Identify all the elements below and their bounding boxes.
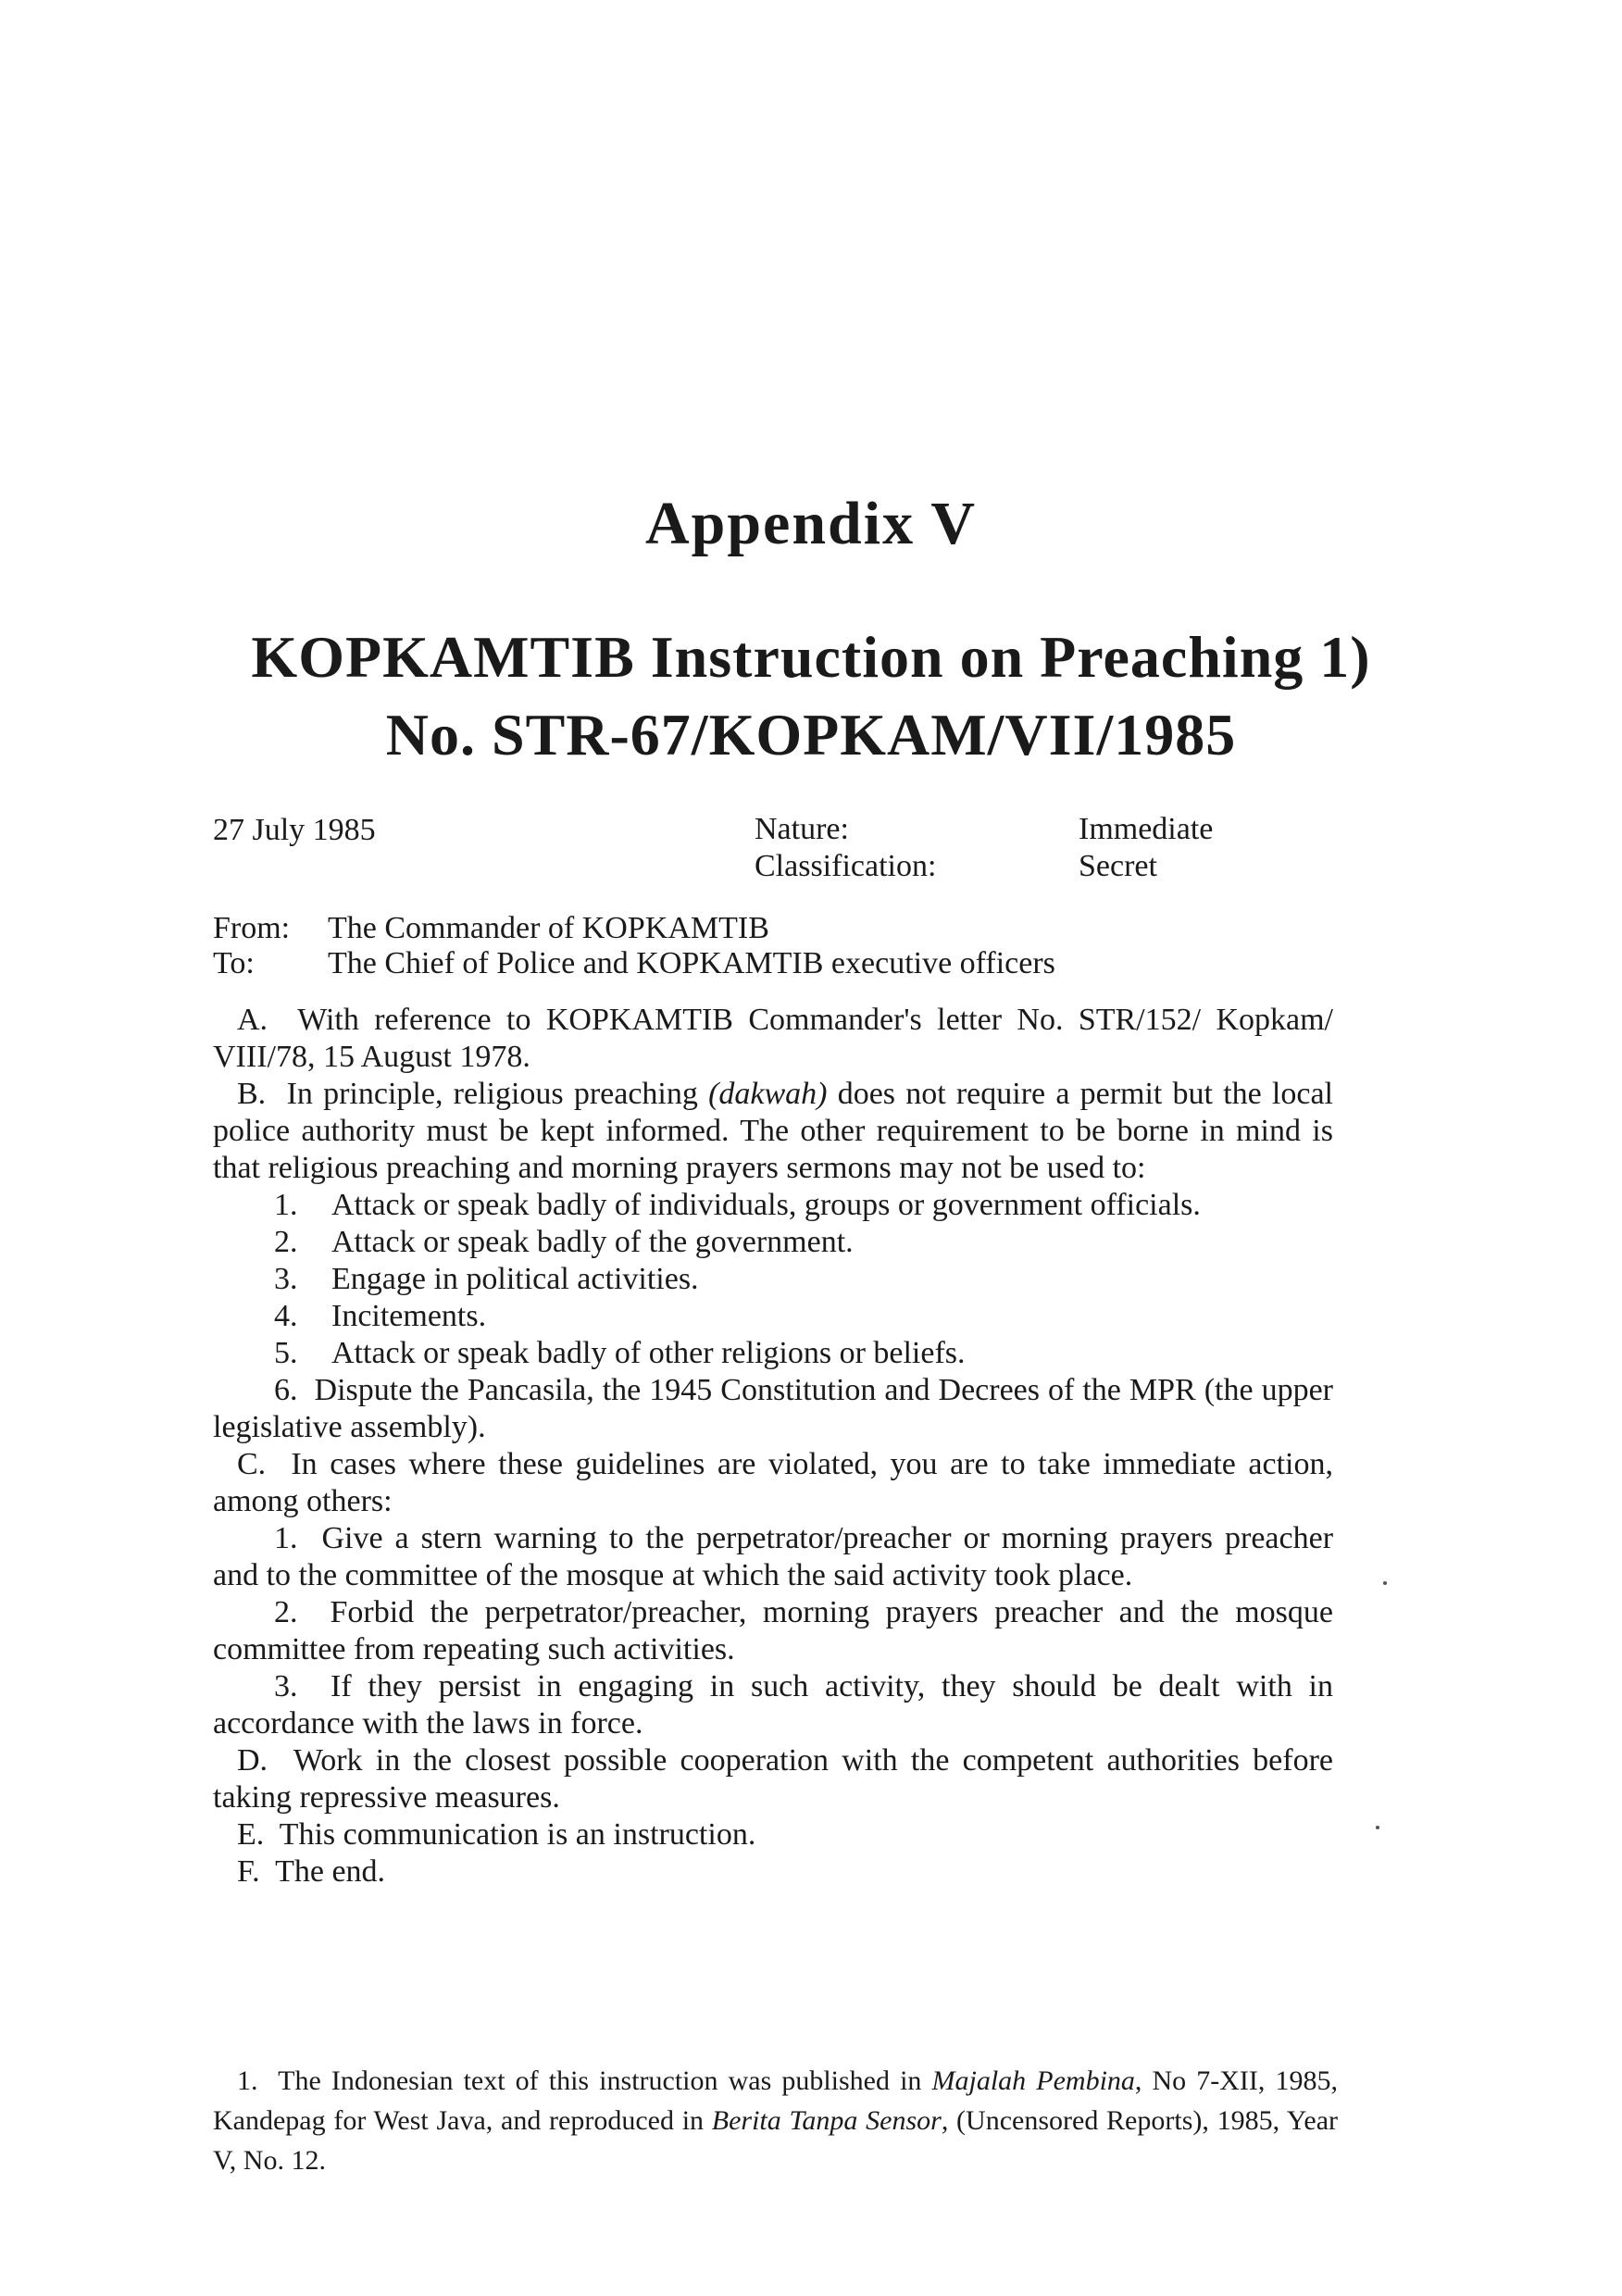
footnote [213, 2061, 1338, 2180]
paragraph-b-text-1: In principle, religious preaching [286, 1077, 698, 1111]
paragraph-a-text: With reference to KOPKAMTIB Commander's letter No. STR/152/ Kopkam/ VIII/78, 15 August 1978. [213, 1003, 1333, 1074]
b-item-2: 2. Attack or speak badly of the government. [274, 1225, 854, 1259]
from-line [213, 911, 769, 946]
paragraph-c-letter: C. [237, 1447, 267, 1481]
paragraph-b-text-2: does not require a permit but the local police authority must be kept informed. The other requirement to be borne in mind is that religious preaching and morning prayers sermons may not be used to: [213, 1077, 1333, 1185]
b-item-5: 5. Attack or speak badly of other religions or beliefs. [274, 1336, 966, 1370]
paragraph-d [213, 1742, 1333, 1816]
classification-value: Secret [1079, 849, 1157, 883]
paragraph-f-letter: F. [237, 1854, 260, 1889]
paragraph-c-text: In cases where these guidelines are violated, you are to take immediate action, among others: [213, 1447, 1333, 1518]
paragraph-d-text: Work in the closest possible cooperation with the competent authorities before taking repressive measures. [213, 1743, 1333, 1815]
b-item-4: 4. Incitements. [274, 1299, 487, 1333]
paragraph-b-letter: B. [237, 1077, 267, 1111]
c-item-2: 2. Forbid the perpetrator/preacher, morning prayers preacher and the mosque committee from repeating such activities. [213, 1595, 1334, 1666]
document-title-line-2: No. STR-67/KOPKAM/VII/1985 [385, 702, 1237, 767]
meta-values [1079, 811, 1213, 885]
paragraph-a [213, 1002, 1333, 1076]
to-value: The Chief of Police and KOPKAMTIB executive officers [328, 946, 1055, 980]
meta-labels [755, 811, 936, 885]
paragraph-b [213, 1076, 1333, 1187]
to-line [213, 946, 1055, 981]
appendix-heading: Appendix V [644, 490, 978, 557]
scan-speck [1376, 1826, 1379, 1829]
c-item-3: 3. If they persist in engaging in such activity, they should be dealt with in accordance with the laws in force. [213, 1669, 1334, 1741]
c-item-1: 1. Give a stern warning to the perpetrator/preacher or morning prayers preacher and to the committee of the mosque at which the said activity took place. [213, 1521, 1334, 1592]
to-label: To: [213, 946, 255, 980]
footnote-publication-1: Majalah Pembina [931, 2065, 1135, 2096]
paragraph-d-letter: D. [237, 1743, 268, 1778]
footnote-number: 1. [237, 2065, 258, 2096]
footnote-1: 1. The Indonesian text of this instruction was published in Majalah Pembina, No 7-XII, 1985, Kandepag for West Java, and reproduced in Berita Tanpa Sensor, (Uncensored Reports), 1985, Year V, No. 12. [213, 2065, 1338, 2176]
classification-label: Classification: [755, 849, 937, 883]
instruction-body [213, 1002, 1333, 1890]
b-item-6: 6. Dispute the Pancasila, the 1945 Constitution and Decrees of the MPR (the upper legislative assembly). [213, 1373, 1333, 1444]
b-item-3: 3. Engage in political activities. [274, 1262, 699, 1296]
paragraph-c [213, 1446, 1333, 1520]
paragraph-e [213, 1816, 1333, 1853]
nature-value: Immediate [1079, 812, 1214, 846]
paragraph-a-letter: A. [237, 1003, 268, 1037]
paragraph-e-text: This communication is an instruction. [279, 1817, 756, 1852]
document-title-line-1: KOPKAMTIB Instruction on Preaching 1) [251, 624, 1371, 690]
paragraph-f [213, 1853, 1333, 1890]
document-title [0, 618, 1622, 774]
from-label: From: [213, 911, 291, 945]
footnote-publication-2: Berita Tanpa Sensor [711, 2105, 942, 2136]
scan-speck [1383, 1581, 1387, 1585]
document-date: 27 July 1985 [213, 813, 376, 847]
b-item-1: 1. Attack or speak badly of individuals, groups or government officials. [274, 1188, 1201, 1222]
nature-label: Nature: [755, 812, 849, 846]
from-value: The Commander of KOPKAMTIB [328, 911, 769, 945]
paragraph-e-letter: E. [237, 1817, 265, 1852]
paragraph-f-text: The end. [275, 1854, 386, 1889]
paragraph-b-term: (dakwah) [708, 1077, 828, 1111]
